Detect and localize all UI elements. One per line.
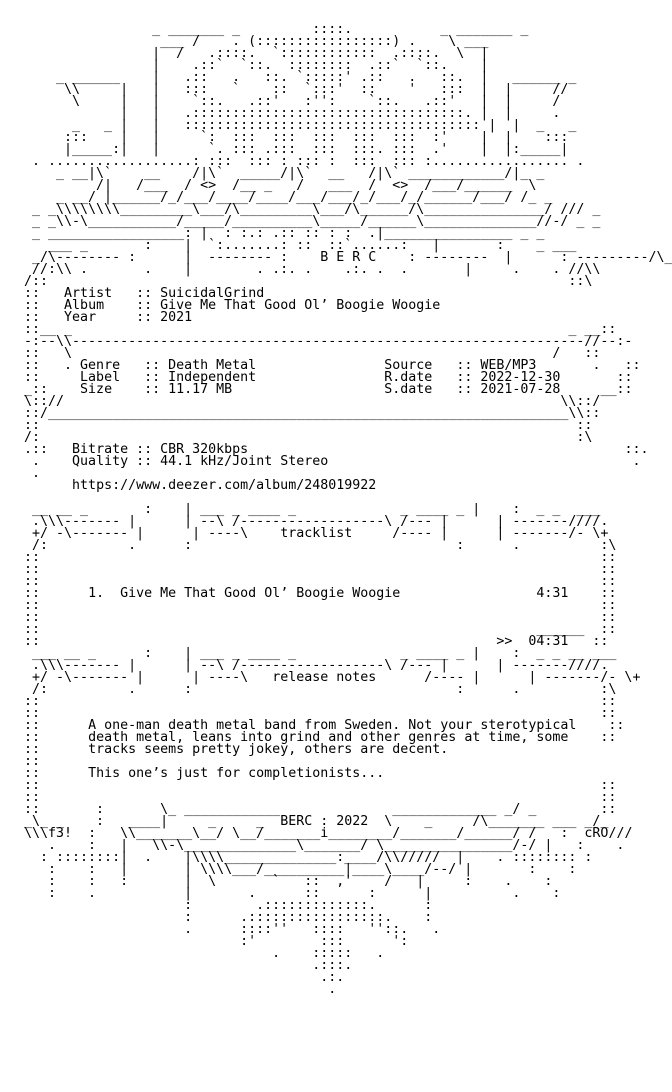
art-tag-left: f3! — [48, 826, 73, 841]
track-1-number: 1. — [88, 586, 105, 601]
size-value: 11.17 MB — [168, 382, 233, 397]
notes-line-4: This one’s just for completionists... — [88, 766, 385, 781]
header-skull-art: _ _______ _ ::::. _ _______ _ ___ / . (:::::::::::::::::) . \ ___ | / .::::. `:::::::::::: .::::. \ | | .::` `::. :::::::: .::` `::. | _ ______ | .:: . ::. `:::::' .:: . ::. | ______ _ \\ | | ::: ` :: `:::' :: ' ::: | | // \ | | `::. .::' :'': `::. .::' | | / | | .::::::::::::::::::::::::::::::::::. | | . _ _ | | ::::::::::::::::::::::::::::::::::::: | | _ _ ::: | | `: ::: ::: ::: ::: ::: :' | | ::: |_____:| | `. ::: .::: ::: :::. ::: .' | |:_____| . ..................: ::: ::: : ::: : ::: ::: :................. . _ __|\` __ /|\` _____/|\` __ /|\` ____________/|_ _ /| /___ / <> /__ _ / ___ / <> /___/______ \ _ __/ |______/_/___/____/____/___/___/_/___/_/______/___/ /_ _ _ _\\\\\\\\_________\___/\_________\___/\______/\_______________/ /// _ _ _\\-\___________/_____/__________\_____/______\______________//-/ _ _ _ _________________: | : :.: .:: :: : : .|________________ _ _ ___ _ : | `:.......: :: ::`......: | : _ ___ _/\-------- : | -------- : — [32, 22, 601, 265]
rdate-label: R.date — [384, 370, 433, 385]
label-value: Independent — [168, 370, 257, 385]
album-url[interactable]: https://www.deezer.com/album/248019922 — [72, 478, 377, 493]
footer-group: BERC — [280, 814, 313, 829]
artist-value: SuicidalGrind — [160, 286, 265, 301]
genre-label: Genre — [80, 358, 121, 373]
album-label: Album — [64, 298, 105, 313]
bitrate-value: CBR 320kbps — [160, 442, 249, 457]
source-label: Source — [384, 358, 433, 373]
notes-line-1: A one-man death metal band from Sweden. Not your sterotypical — [88, 718, 577, 733]
rdate-value: 2022-12-30 — [480, 370, 561, 385]
quality-value: 44.1 kHz/Joint Stereo — [160, 454, 329, 469]
footer-year: 2022 — [336, 814, 369, 829]
total-duration: 04:31 — [528, 634, 569, 649]
year-value: 2021 — [160, 310, 193, 325]
label-label: Label — [80, 370, 121, 385]
artist-label: Artist — [64, 286, 113, 301]
track-1-duration: 4:31 — [536, 586, 569, 601]
total-marker: >> — [496, 634, 513, 649]
genre-value: Death Metal — [168, 358, 257, 373]
notes-line-2: death metal, leans into grind and other genres at time, some — [88, 730, 569, 745]
nfo-document: _ _______ _ ::::. _ _______ _ ___ / . (:::::::::::::::::) . \ ___ | / .::::. `:::::::::::: .::::. \ | | .::` `::. :::::::: .::` `::. | _ ______ | .:: . ::. `:::::' .:: . ::. | ______ _ \\ | | ::: ` :: `:::' :: ' ::: | | // \ | | `::. .::' :'': `::. .::' | | / | | .::::::::::::::::::::::::::::::::::. | | . _ _ | | ::::::::::::::::::::::::::::::::::::: | | _ _ ::: | | `: ::: ::: ::: ::: ::: :' | | ::: |_____:| | `. ::: .::: ::: :::. ::: .' | |:_____| . ..................: ::: ::: : ::: : ::: ::: :................. . _ __|\` __ /|\` _____/|\` __ /|\` ____________/|_ _ /| /___ / <> /__ _ / ___ / <> /___/______ \ _ __/ |______/_/___/____/____/___/___/_/___/_/______/___/ /_ _ _ _\\\\\\\\_________\___/\_________\___/\______/\_______________/ /// _ _ _\\-\___________/_____/__________\_____/______\______________//-/ _ _ _ _________________: | : :.: .:: :: : : .|________________ _ _ ___ _ : | `:.......: :: ::`......: | : _ ___ _/\-------- : | -------- : B E R C : -------- | : ---------/\_ //:\\ . . | . .:. . .:. . . | . . //\\ /:: ::\ :: Artist :: SuicidalGrind :: Album :: Give Me That Good Ol’ Boogie Woogie :: Year :: 2021 ::__ _ _ __:: -:--\\----------------------------------------------------------------//--:- :: \ / :: :: . Genre :: Death Metal Source :: WEB/MP3 . :: :: Label :: Independent R.date :: 2022-12-30 :: _:: Size :: 11.17 MB S.date :: 2021-07-28 __:: \::// \\::/ ::/_________________________________________________________________\\:: :: :: /: :\ .:: Bitrate :: CBR 320kbps ::. . Quality :: 44.1 kHz/Joint Stereo . . https://www.deezer.com/album/248019922 __ __ _ : | ___ _ ____ _ _ ____ _ | : _ _ ___ .\\\------- | | --\ /------------------\ /--- | | -------////. +/ -\------- | | ----\ tracklist /---- | | -------/- \+ /: . : : . :\ :: :: :: :: :: :: :: 1. Give Me That Good Ol’ Boogie Woogie 4:31 :: :: :: :: :: :: ______ :: :: >> 04:31 :: ___ __ _ : | ___ _ ____ _ _ ____ _ | : _ _ __ ___ .\\\------- | | --\ /------------------\ /--- | | -------////. +/ -\------- | | ----\ release notes /---- | | -------/- \+ /: . : : . :\ :: :: :: :: :: A one-man death metal band from Sweden. Not your sterotypical :: :: death metal, leans into grind and other genres at time, some :: :: tracks seems pretty jokey, others are decent. :: :: This one’s just for completionists... :: :: :: :: :: : \_ ____________ _____________ _/ _ :: _\_ _ : ____| _ _ BERC : 2022 \ _ /\_______ ___ _/_ \\\f3! : \\_______\__/ \__/_______i________/_______/______/ / : cRO/// . : | \\-\______________\_______/ \________________/-/ | : . : ::::::::| . |\\\\______________:____/\\///// | . :::::::: : : : | | \\\\___/__________|____\____/--/ | : : : : : | \ ` :: ,' / | : . : : . | . :: : | . : : .:::::::::::::. : : .:::::::::::::::::. : . ::::'' :::: ''::. . :' ::: ': . ::::: . .:::. .:. . — [16, 24, 672, 996]
sdate-value: 2021-07-28 — [480, 382, 561, 397]
tracklist-heading: tracklist — [280, 526, 353, 541]
source-value: WEB/MP3 — [480, 358, 537, 373]
sdate-label: S.date — [384, 382, 433, 397]
group-banner: B E R C — [320, 250, 377, 265]
quality-label: Quality — [72, 454, 129, 469]
track-1-title: Give Me That Good Ol’ Boogie Woogie — [120, 586, 401, 601]
notes-heading: release notes — [272, 670, 377, 685]
size-label: Size — [80, 382, 113, 397]
album-value: Give Me That Good Ol’ Boogie Woogie — [160, 298, 441, 313]
bitrate-label: Bitrate — [72, 442, 129, 457]
art-tag-right: cRO — [584, 826, 609, 841]
notes-line-3: tracks seems pretty jokey, others are decent. — [88, 742, 449, 757]
year-label: Year — [64, 310, 97, 325]
